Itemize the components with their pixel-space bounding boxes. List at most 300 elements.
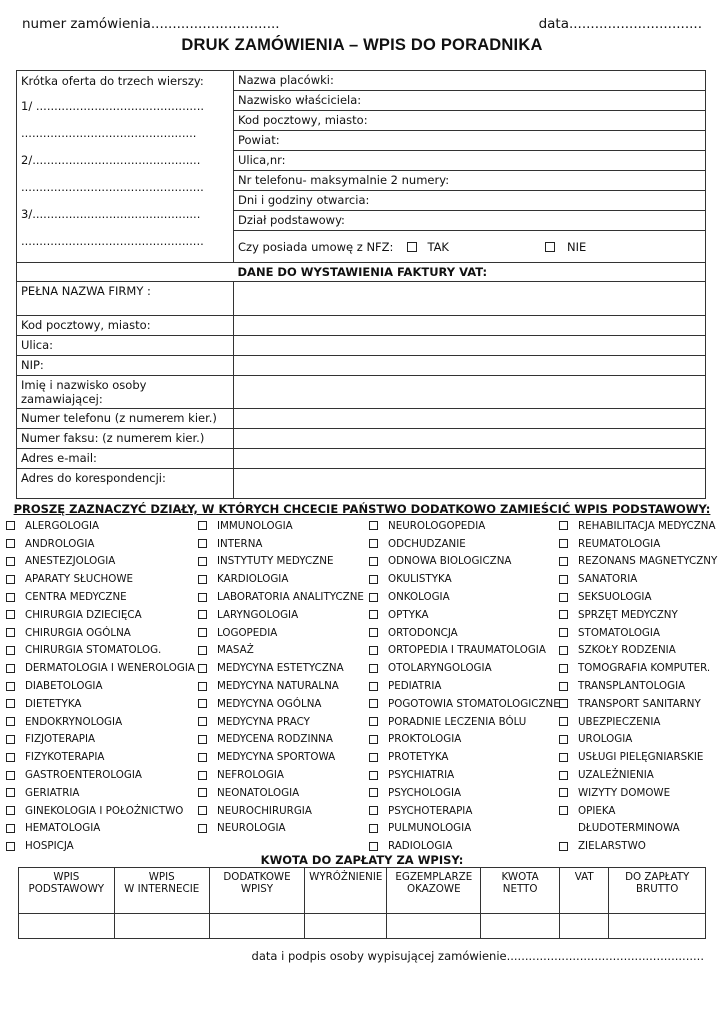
- department-item[interactable]: [6, 677, 195, 695]
- invoice-street-input[interactable]: [234, 336, 706, 356]
- department-label: SPRZĘT MEDYCZNY: [578, 608, 678, 621]
- payment-header-line: WPIS: [148, 871, 175, 883]
- department-label: DERMATOLOGIA I WENEROLOGIA: [25, 662, 195, 675]
- department-checkbox[interactable]: [6, 664, 15, 673]
- department-item[interactable]: [198, 553, 364, 571]
- department-label: ALERGOLOGIA: [25, 519, 100, 532]
- department-item[interactable]: [369, 553, 560, 571]
- department-checkbox[interactable]: [198, 717, 207, 726]
- department-item[interactable]: [559, 588, 717, 606]
- nip-input[interactable]: [234, 356, 706, 376]
- department-checkbox[interactable]: [198, 806, 207, 815]
- department-label: DŁUDOTERMINOWA: [578, 822, 680, 835]
- owner-name-field[interactable]: Nazwisko właściciela:: [234, 91, 706, 111]
- department-item[interactable]: [6, 624, 195, 642]
- department-checkbox[interactable]: [6, 806, 15, 815]
- department-checkbox[interactable]: [198, 699, 207, 708]
- department-label: LOGOPEDIA: [217, 626, 278, 639]
- department-label: ODNOWA BIOLOGICZNA: [388, 555, 512, 568]
- department-item[interactable]: [6, 784, 195, 802]
- payment-header-line: OKAZOWE: [407, 883, 461, 895]
- payment-table: [18, 867, 706, 939]
- department-item[interactable]: [369, 713, 560, 731]
- department-checkbox[interactable]: [559, 753, 568, 762]
- department-checkbox[interactable]: [198, 593, 207, 602]
- nip-label: NIP:: [17, 356, 234, 376]
- department-label: NEUROCHIRURGIA: [217, 804, 312, 817]
- page-title: DRUK ZAMÓWIENIA – WPIS DO PORADNIKA: [181, 36, 543, 54]
- street-field[interactable]: Ulica,nr:: [234, 151, 706, 171]
- department-item[interactable]: [198, 624, 364, 642]
- department-item[interactable]: [198, 731, 364, 749]
- department-checkbox[interactable]: [6, 717, 15, 726]
- department-checkbox[interactable]: [559, 682, 568, 691]
- correspondence-label: Adres do korespondencji:: [17, 469, 234, 499]
- department-label: NEUROLOGIA: [217, 822, 286, 835]
- correspondence-input[interactable]: [234, 469, 706, 499]
- department-item[interactable]: [6, 713, 195, 731]
- payment-column-header: [305, 868, 387, 914]
- department-checkbox[interactable]: [6, 842, 15, 851]
- department-checkbox[interactable]: [198, 628, 207, 637]
- offer-line[interactable]: ..................................................: [21, 234, 204, 248]
- department-label: USŁUGI PIELĘGNIARSKIE: [578, 751, 704, 764]
- department-label: NEONATOLOGIA: [217, 786, 300, 799]
- payment-header-line: DO ZAPŁATY: [625, 871, 690, 883]
- department-checkbox[interactable]: [6, 682, 15, 691]
- payment-amount-cell[interactable]: [209, 914, 304, 939]
- department-label: GINEKOLOGIA I POŁOŻNICTWO: [25, 804, 184, 817]
- department-label: REZONANS MAGNETYCZNY: [578, 555, 718, 568]
- department-checkbox[interactable]: [369, 735, 378, 744]
- payment-column-header: [209, 868, 304, 914]
- department-item[interactable]: [559, 784, 717, 802]
- department-label: CHIRURGIA DZIECIĘCA: [25, 608, 142, 621]
- payment-header-line: WPIS: [53, 871, 80, 883]
- department-checkbox[interactable]: [369, 521, 378, 530]
- department-item[interactable]: [198, 606, 364, 624]
- department-checkbox[interactable]: [6, 521, 15, 530]
- department-item[interactable]: [559, 535, 717, 553]
- department-item[interactable]: [369, 802, 560, 820]
- department-checkbox[interactable]: [559, 717, 568, 726]
- payment-heading: KWOTA DO ZAPŁATY ZA WPISY:: [260, 853, 464, 867]
- payment-column-header: [114, 868, 209, 914]
- nfz-no-label: NIE: [566, 239, 587, 254]
- payment-header-line: W INTERNECIE: [124, 883, 200, 895]
- department-checkbox[interactable]: [6, 593, 15, 602]
- department-label: INSTYTUTY MEDYCZNE: [217, 555, 334, 568]
- payment-amount-cell[interactable]: [481, 914, 560, 939]
- company-name-input[interactable]: [234, 282, 706, 316]
- department-item[interactable]: [198, 642, 364, 660]
- department-item[interactable]: [559, 517, 717, 535]
- department-label: PORADNIE LECZENIA BÓLU: [388, 715, 527, 728]
- department-item[interactable]: [369, 570, 560, 588]
- department-item[interactable]: [559, 713, 717, 731]
- email-input[interactable]: [234, 449, 706, 469]
- department-item[interactable]: [198, 517, 364, 535]
- department-item[interactable]: [6, 820, 195, 838]
- department-checkbox[interactable]: [369, 539, 378, 548]
- offer-line[interactable]: ..................................................: [21, 180, 204, 194]
- department-label: MEDYCYNA OGÓLNA: [217, 697, 322, 710]
- department-checkbox[interactable]: [369, 788, 378, 797]
- department-label: FIZJOTERAPIA: [25, 733, 96, 746]
- department-checkbox[interactable]: [198, 824, 207, 833]
- department-item[interactable]: [6, 517, 195, 535]
- department-item[interactable]: [369, 642, 560, 660]
- offer-line[interactable]: ................................................: [21, 126, 197, 140]
- department-item[interactable]: [198, 748, 364, 766]
- department-item[interactable]: [198, 695, 364, 713]
- department-checkbox[interactable]: [559, 806, 568, 815]
- department-checkbox[interactable]: [198, 788, 207, 797]
- orderer-name-input[interactable]: [234, 376, 706, 409]
- department-label: PROTETYKA: [388, 751, 449, 764]
- department-label: REHABILITACJA MEDYCZNA: [578, 519, 716, 532]
- departments-list: [6, 517, 722, 852]
- invoice-street-label: Ulica:: [17, 336, 234, 356]
- department-item[interactable]: [198, 677, 364, 695]
- department-item[interactable]: [369, 695, 560, 713]
- department-checkbox[interactable]: [559, 610, 568, 619]
- facility-name-field[interactable]: Nazwa placówki:: [234, 71, 706, 91]
- department-item[interactable]: [369, 659, 560, 677]
- department-checkbox[interactable]: [559, 575, 568, 584]
- department-checkbox[interactable]: [198, 664, 207, 673]
- department-checkbox[interactable]: [6, 699, 15, 708]
- department-item[interactable]: [198, 766, 364, 784]
- department-label: LARYNGOLOGIA: [217, 608, 299, 621]
- department-item[interactable]: [559, 553, 717, 571]
- department-label: HOSPICJA: [25, 840, 74, 853]
- department-item[interactable]: [6, 570, 195, 588]
- payment-column-header: [481, 868, 560, 914]
- department-item[interactable]: [559, 766, 717, 784]
- departments-column-4: [559, 517, 717, 855]
- department-item[interactable]: [198, 713, 364, 731]
- department-checkbox[interactable]: [369, 771, 378, 780]
- department-label: NEFROLOGIA: [217, 769, 284, 782]
- department-label: PSYCHIATRIA: [388, 769, 455, 782]
- payment-amount-cell[interactable]: [609, 914, 706, 939]
- department-label: ONKOLOGIA: [388, 591, 450, 604]
- department-checkbox[interactable]: [369, 824, 378, 833]
- payment-header-line: PODSTAWOWY: [28, 883, 105, 895]
- payment-header-line: WYRÓŻNIENIE: [309, 871, 383, 883]
- department-checkbox[interactable]: [6, 610, 15, 619]
- fax-label: Numer faksu: (z numerem kier.): [17, 429, 234, 449]
- department-checkbox[interactable]: [559, 664, 568, 673]
- department-checkbox[interactable]: [198, 735, 207, 744]
- postal-code-field[interactable]: Kod pocztowy, miasto:: [234, 111, 706, 131]
- nfz-no-checkbox[interactable]: [545, 242, 555, 252]
- department-item[interactable]: [198, 535, 364, 553]
- department-checkbox[interactable]: [369, 593, 378, 602]
- department-label: MEDYCYNA PRACY: [217, 715, 310, 728]
- department-checkbox[interactable]: [369, 557, 378, 566]
- department-label: MEDYCYNA ESTETYCZNA: [217, 662, 344, 675]
- department-checkbox[interactable]: [369, 806, 378, 815]
- department-item[interactable]: [559, 695, 717, 713]
- department-item[interactable]: [369, 766, 560, 784]
- department-label: KARDIOLOGIA: [217, 573, 289, 586]
- department-label: CHIRURGIA STOMATOLOG.: [25, 644, 162, 657]
- company-name-label: PEŁNA NAZWA FIRMY :: [17, 282, 234, 316]
- department-label: POGOTOWIA STOMATOLOGICZNE: [388, 697, 560, 710]
- department-item[interactable]: [198, 820, 364, 838]
- department-label: TRANSPORT SANITARNY: [578, 697, 701, 710]
- department-checkbox[interactable]: [369, 753, 378, 762]
- department-item[interactable]: [198, 784, 364, 802]
- payment-amount-cell[interactable]: [114, 914, 209, 939]
- payment-header-line: DODATKOWE: [223, 871, 291, 883]
- department-label: FIZYKOTERAPIA: [25, 751, 105, 764]
- department-item[interactable]: [559, 642, 717, 660]
- department-label: OPIEKA: [578, 804, 616, 817]
- department-item[interactable]: [6, 606, 195, 624]
- department-checkbox[interactable]: [369, 699, 378, 708]
- department-item[interactable]: [369, 748, 560, 766]
- department-item[interactable]: [6, 695, 195, 713]
- offer-heading: Krótka oferta do trzech wierszy:: [21, 74, 204, 88]
- department-checkbox[interactable]: [198, 753, 207, 762]
- department-label: LABORATORIA ANALITYCZNE: [217, 591, 364, 604]
- department-checkbox[interactable]: [559, 646, 568, 655]
- department-item[interactable]: [6, 659, 195, 677]
- department-item[interactable]: [559, 606, 717, 624]
- department-label: PEDIATRIA: [388, 680, 442, 693]
- department-item[interactable]: [369, 820, 560, 838]
- department-checkbox[interactable]: [198, 521, 207, 530]
- top-line: [22, 16, 702, 36]
- department-label: ORTOPEDIA I TRAUMATOLOGIA: [388, 644, 546, 657]
- phone-field[interactable]: Nr telefonu- maksymalnie 2 numery:: [234, 171, 706, 191]
- county-field[interactable]: Powiat:: [234, 131, 706, 151]
- department-item[interactable]: [369, 784, 560, 802]
- department-checkbox[interactable]: [6, 824, 15, 833]
- department-label: MEDYCYNA SPORTOWA: [217, 751, 336, 764]
- department-checkbox[interactable]: [6, 788, 15, 797]
- department-label: OKULISTYKA: [388, 573, 452, 586]
- department-checkbox[interactable]: [559, 593, 568, 602]
- department-checkbox[interactable]: [198, 575, 207, 584]
- main-department-field[interactable]: Dział podstawowy:: [234, 211, 706, 231]
- department-item[interactable]: [198, 659, 364, 677]
- department-checkbox[interactable]: [6, 771, 15, 780]
- nfz-yes-checkbox[interactable]: [407, 242, 417, 252]
- department-checkbox[interactable]: [559, 628, 568, 637]
- department-item[interactable]: [6, 766, 195, 784]
- nfz-yes-label: TAK: [427, 239, 449, 254]
- department-label: APARATY SŁUCHOWE: [25, 573, 134, 586]
- department-checkbox[interactable]: [559, 539, 568, 548]
- department-label: DIETETYKA: [25, 697, 82, 710]
- department-checkbox[interactable]: [198, 682, 207, 691]
- department-checkbox[interactable]: [198, 610, 207, 619]
- department-checkbox[interactable]: [559, 735, 568, 744]
- department-item[interactable]: [369, 517, 560, 535]
- department-checkbox[interactable]: [369, 575, 378, 584]
- department-checkbox[interactable]: [6, 575, 15, 584]
- payment-header-line: VAT: [574, 871, 594, 883]
- department-item[interactable]: [559, 748, 717, 766]
- department-item[interactable]: [6, 748, 195, 766]
- departments-column-2: [198, 517, 364, 837]
- department-label: DIABETOLOGIA: [25, 680, 103, 693]
- department-checkbox[interactable]: [559, 788, 568, 797]
- department-label: PSYCHOLOGIA: [388, 786, 462, 799]
- department-label: CHIRURGIA OGÓLNA: [25, 626, 131, 639]
- department-checkbox[interactable]: [559, 771, 568, 780]
- payment-amount-cell[interactable]: [387, 914, 481, 939]
- department-checkbox[interactable]: [369, 646, 378, 655]
- department-item[interactable]: [6, 588, 195, 606]
- department-item[interactable]: [6, 642, 195, 660]
- department-label: WIZYTY DOMOWE: [578, 786, 671, 799]
- department-label: ORTODONCJA: [388, 626, 458, 639]
- date-field[interactable]: data...............................: [538, 16, 702, 32]
- department-item[interactable]: [559, 624, 717, 642]
- invoice-title-spacer: [17, 263, 234, 282]
- orderer-name-label: Imię i nazwisko osoby zamawiającej:: [17, 376, 234, 409]
- department-label: ODCHUDZANIE: [388, 537, 466, 550]
- offer-line[interactable]: 3/..............................................: [21, 207, 201, 221]
- department-checkbox[interactable]: [198, 646, 207, 655]
- department-checkbox[interactable]: [6, 646, 15, 655]
- payment-amount-cell[interactable]: [305, 914, 387, 939]
- department-label: PULMUNOLOGIA: [388, 822, 472, 835]
- department-item[interactable]: [369, 606, 560, 624]
- department-label: PROKTOLOGIA: [388, 733, 462, 746]
- department-item[interactable]: [369, 535, 560, 553]
- department-checkbox[interactable]: [198, 557, 207, 566]
- payment-amount-cell[interactable]: [560, 914, 609, 939]
- department-label: ANESTEZJOLOGIA: [25, 555, 116, 568]
- offer-line[interactable]: 2/..............................................: [21, 153, 201, 167]
- nfz-row: [234, 231, 706, 263]
- department-label: ZIELARSTWO: [578, 840, 646, 853]
- department-checkbox[interactable]: [369, 682, 378, 691]
- department-checkbox[interactable]: [198, 771, 207, 780]
- invoice-title: DANE DO WYSTAWIENIA FAKTURY VAT:: [234, 263, 706, 282]
- fax-input[interactable]: [234, 429, 706, 449]
- departments-heading: PROSZĘ ZAZNACZYĆ DZIAŁY, W KTÓRYCH CHCECIE PAŃSTWO DODATKOWO ZAMIEŚCIĆ WPIS PODSTAWOWY:: [13, 502, 711, 516]
- order-number-field[interactable]: numer zamówienia..............................: [22, 16, 280, 32]
- department-item[interactable]: [559, 677, 717, 695]
- payment-column-header: [387, 868, 481, 914]
- department-item[interactable]: [198, 570, 364, 588]
- department-checkbox[interactable]: [6, 735, 15, 744]
- department-checkbox[interactable]: [6, 628, 15, 637]
- departments-column-3: [369, 517, 560, 855]
- department-label: IMMUNOLOGIA: [217, 519, 293, 532]
- department-checkbox[interactable]: [369, 842, 378, 851]
- department-label: GERIATRIA: [25, 786, 80, 799]
- department-checkbox[interactable]: [369, 628, 378, 637]
- departments-column-1: [6, 517, 195, 855]
- department-label: MEDYCYNA NATURALNA: [217, 680, 339, 693]
- department-item[interactable]: [369, 731, 560, 749]
- department-item[interactable]: [559, 659, 717, 677]
- department-label: OTOLARYNGOLOGIA: [388, 662, 492, 675]
- invoice-postal-input[interactable]: [234, 316, 706, 336]
- payment-column-header: [609, 868, 706, 914]
- department-checkbox[interactable]: [559, 521, 568, 530]
- nfz-label: Czy posiada umowę z NFZ:: [238, 239, 394, 254]
- payment-header-line: EGZEMPLARZE: [395, 871, 473, 883]
- department-label: REUMATOLOGIA: [578, 537, 661, 550]
- department-label: HEMATOLOGIA: [25, 822, 101, 835]
- invoice-phone-label: Numer telefonu (z numerem kier.): [17, 409, 234, 429]
- department-item[interactable]: [369, 588, 560, 606]
- department-checkbox[interactable]: [6, 753, 15, 762]
- opening-hours-field[interactable]: Dni i godziny otwarcia:: [234, 191, 706, 211]
- department-item[interactable]: [559, 802, 717, 820]
- department-label: TOMOGRAFIA KOMPUTER.: [578, 662, 711, 675]
- department-label: ANDROLOGIA: [25, 537, 95, 550]
- department-label: TRANSPLANTOLOGIA: [578, 680, 686, 693]
- department-label: UZALEŻNIENIA: [578, 769, 654, 782]
- department-item[interactable]: [559, 570, 717, 588]
- department-checkbox[interactable]: [559, 557, 568, 566]
- payment-column-header: [19, 868, 115, 914]
- department-checkbox[interactable]: [198, 539, 207, 548]
- department-label: UBEZPIECZENIA: [578, 715, 661, 728]
- department-item[interactable]: [198, 588, 364, 606]
- department-label: SEKSUOLOGIA: [578, 591, 652, 604]
- department-checkbox[interactable]: [6, 539, 15, 548]
- department-item[interactable]: [6, 553, 195, 571]
- department-label: GASTROENTEROLOGIA: [25, 769, 142, 782]
- payment-column-header: [560, 868, 609, 914]
- offer-line[interactable]: 1/ ..............................................: [21, 99, 205, 113]
- department-label: MEDYCENA RODZINNA: [217, 733, 333, 746]
- short-offer-cell[interactable]: [17, 71, 234, 263]
- payment-amount-cell[interactable]: [19, 914, 115, 939]
- department-label: NEUROLOGOPEDIA: [388, 519, 486, 532]
- department-checkbox[interactable]: [369, 664, 378, 673]
- department-checkbox[interactable]: [559, 842, 568, 851]
- department-label: SANATORIA: [578, 573, 638, 586]
- department-label: CENTRA MEDYCZNE: [25, 591, 127, 604]
- department-checkbox[interactable]: [369, 610, 378, 619]
- signature-line[interactable]: data i podpis osoby wypisującej zamówienie......................................................: [251, 949, 704, 963]
- department-item[interactable]: [6, 731, 195, 749]
- department-item[interactable]: [198, 802, 364, 820]
- department-item[interactable]: [369, 677, 560, 695]
- department-checkbox[interactable]: [6, 557, 15, 566]
- department-checkbox[interactable]: [369, 717, 378, 726]
- department-item[interactable]: [369, 624, 560, 642]
- department-label: STOMATOLOGIA: [578, 626, 660, 639]
- payment-header-line: BRUTTO: [636, 883, 679, 895]
- payment-header-line: KWOTA NETTO: [501, 871, 539, 895]
- department-item[interactable]: [559, 820, 717, 838]
- department-item[interactable]: [6, 535, 195, 553]
- department-label: INTERNA: [217, 537, 263, 550]
- invoice-phone-input[interactable]: [234, 409, 706, 429]
- department-label: OPTYKA: [388, 608, 429, 621]
- department-item[interactable]: [6, 802, 195, 820]
- department-checkbox[interactable]: [559, 699, 568, 708]
- form-table: [16, 70, 706, 499]
- department-item[interactable]: [559, 731, 717, 749]
- department-label: ENDOKRYNOLOGIA: [25, 715, 123, 728]
- department-label: RADIOLOGIA: [388, 840, 453, 853]
- payment-header-line: WPISY: [240, 883, 274, 895]
